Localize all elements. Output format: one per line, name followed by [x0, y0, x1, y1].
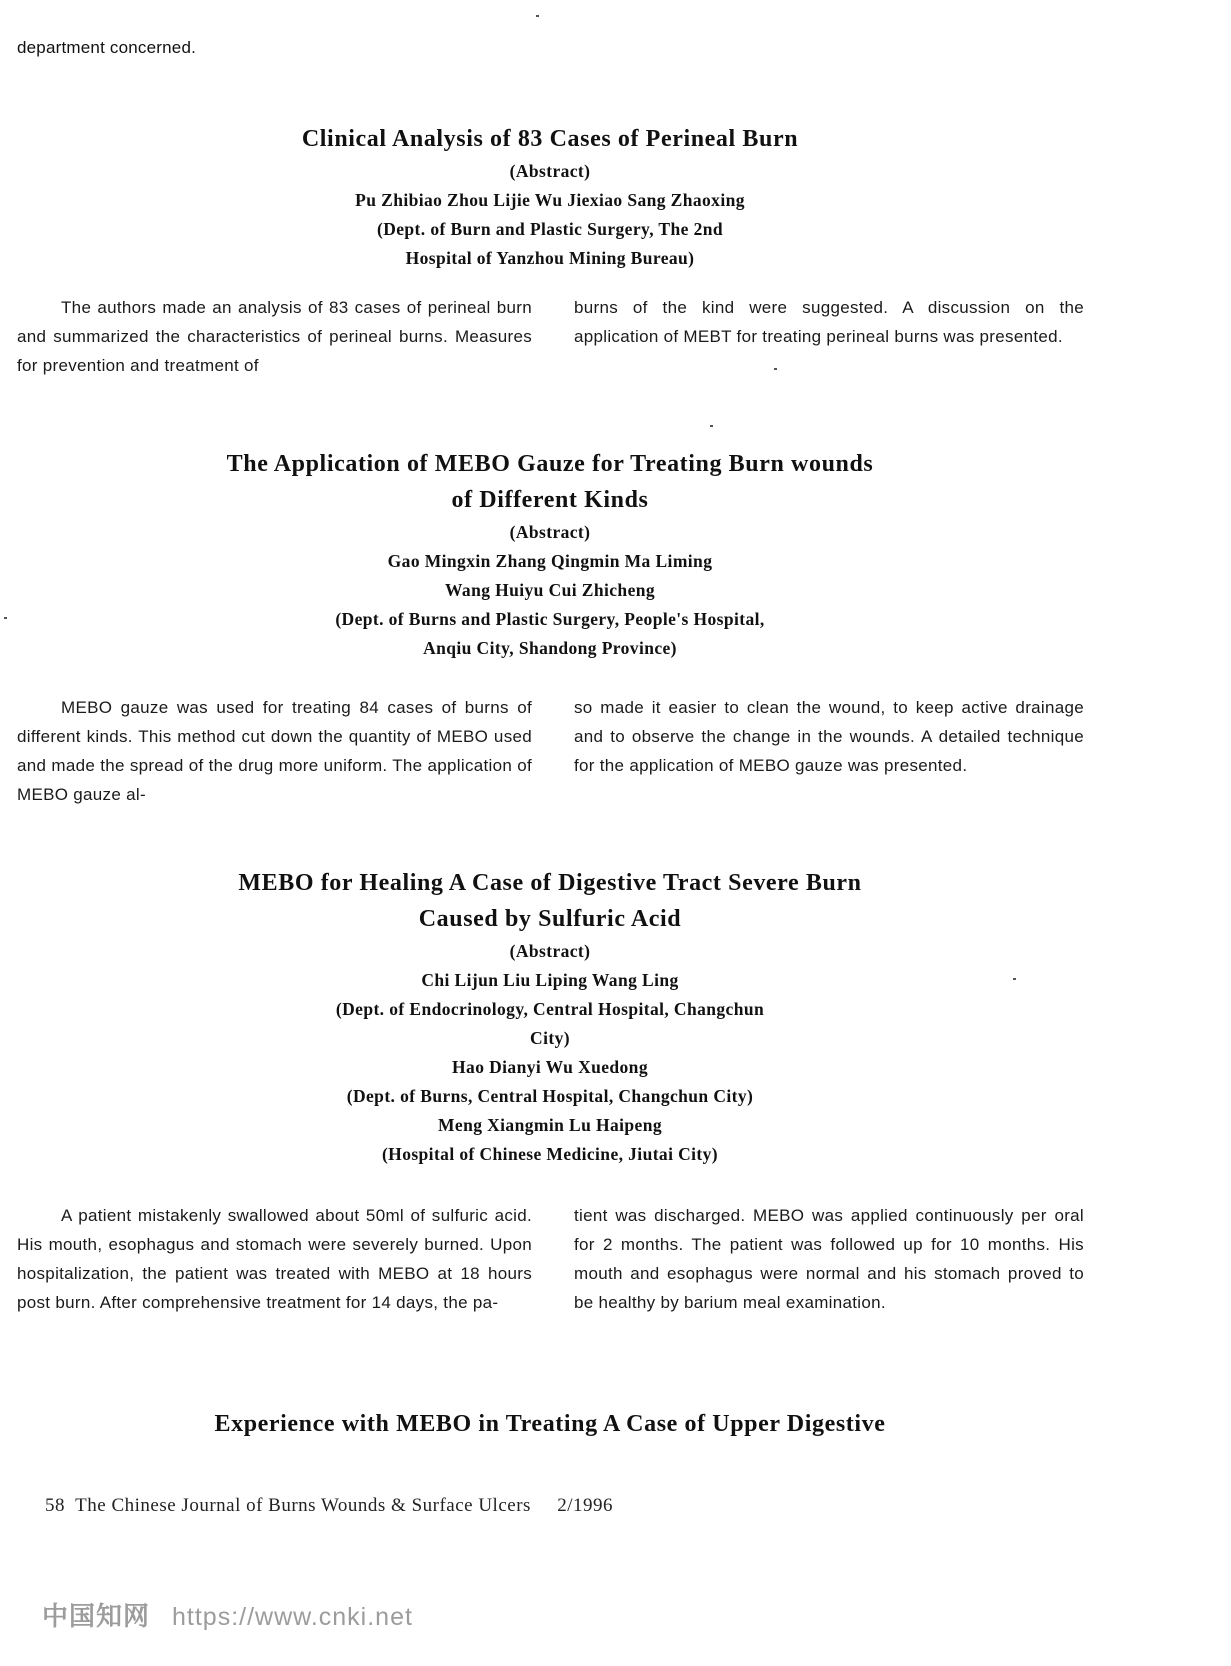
article-3-authors: Hao Dianyi Wu Xuedong: [452, 1057, 648, 1077]
article-3-title: Caused by Sulfuric Acid: [418, 906, 682, 932]
watermark-url: https://www.cnki.net: [172, 1603, 413, 1631]
page-number: 58: [45, 1495, 65, 1516]
article-1-authors: Pu Zhibiao Zhou Lijie Wu Jiexiao Sang Zhaoxing: [355, 190, 745, 210]
article-2-header: [0, 446, 1100, 663]
article-2-body-left: MEBO gauze was used for treating 84 cases of burns of different kinds. This method cut down the quantity of MEBO used and made the spread of the drug more uniform. The application of MEBO gauze al-: [17, 698, 532, 804]
article-2-affiliation: Anqiu City, Shandong Province): [423, 638, 677, 658]
article-1-title: Clinical Analysis of 83 Cases of Perineal Burn: [301, 126, 799, 152]
continued-text: department concerned.: [17, 38, 197, 57]
issue-number: 2/1996: [557, 1495, 613, 1516]
article-2-affiliation: (Dept. of Burns and Plastic Surgery, People's Hospital,: [335, 609, 765, 629]
article-3-affiliation: City): [530, 1028, 570, 1048]
article-3-body-right: tient was discharged. MEBO was applied continuously per oral for 2 months. The patient was followed up for 10 months. His mouth and esophagus were normal and his stomach proved to be healthy by barium meal examination.: [574, 1206, 1084, 1312]
article-4-title: Experience with MEBO in Treating A Case of Upper Digestive: [214, 1411, 886, 1437]
article-3-header: [0, 865, 1100, 1169]
article-3-affiliation: (Dept. of Burns, Central Hospital, Changchun City): [346, 1086, 754, 1106]
article-1-abstract-label: (Abstract): [509, 161, 591, 181]
article-1-body-left: The authors made an analysis of 83 cases of perineal burn and summarized the characteristics of perineal burns. Measures for prevention and treatment of: [17, 298, 532, 375]
scan-speck: [536, 15, 539, 17]
article-3-title: MEBO for Healing A Case of Digestive Tract Severe Burn: [238, 870, 862, 896]
article-2-abstract-label: (Abstract): [509, 522, 591, 542]
article-3-body-left: A patient mistakenly swallowed about 50ml of sulfuric acid. His mouth, esophagus and stomach were severely burned. Upon hospitalization, the patient was treated with MEBO at 18 hours post burn. After comprehensive treatment for 14 days, the pa-: [17, 1206, 532, 1312]
watermark-brand: 中国知网: [42, 1601, 151, 1631]
article-1-header: [0, 121, 1100, 273]
article-2-title: The Application of MEBO Gauze for Treating Burn wounds: [226, 451, 874, 477]
cnki-watermark: [42, 1596, 413, 1633]
article-3-affiliation: (Dept. of Endocrinology, Central Hospital, Changchun: [335, 999, 765, 1019]
article-3-authors: Chi Lijun Liu Liping Wang Ling: [421, 970, 679, 990]
article-2-authors: Gao Mingxin Zhang Qingmin Ma Liming: [387, 551, 713, 571]
scan-speck: [710, 425, 713, 427]
article-3-affiliation: (Hospital of Chinese Medicine, Jiutai City): [381, 1144, 719, 1164]
article-2-authors: Wang Huiyu Cui Zhicheng: [444, 580, 656, 600]
scan-speck: [1013, 978, 1016, 980]
scan-speck: [774, 368, 777, 370]
article-1-body-right: burns of the kind were suggested. A discussion on the application of MEBT for treating perineal burns was presented.: [574, 298, 1084, 346]
scan-speck: [4, 617, 7, 619]
article-1-affiliation: Hospital of Yanzhou Mining Bureau): [405, 248, 695, 268]
article-2-title: of Different Kinds: [451, 487, 649, 513]
article-4-header: [0, 1406, 1100, 1442]
article-2-body-right: so made it easier to clean the wound, to keep active drainage and to observe the change in the wounds. A detailed technique for the application of MEBO gauze was presented.: [574, 698, 1084, 775]
article-3-authors: Meng Xiangmin Lu Haipeng: [437, 1115, 662, 1135]
journal-name: The Chinese Journal of Burns Wounds & Surface Ulcers: [75, 1495, 531, 1516]
article-3-abstract-label: (Abstract): [509, 941, 591, 961]
page-footer: [45, 1495, 613, 1517]
article-1-affiliation: (Dept. of Burn and Plastic Surgery, The 2nd: [376, 219, 723, 239]
